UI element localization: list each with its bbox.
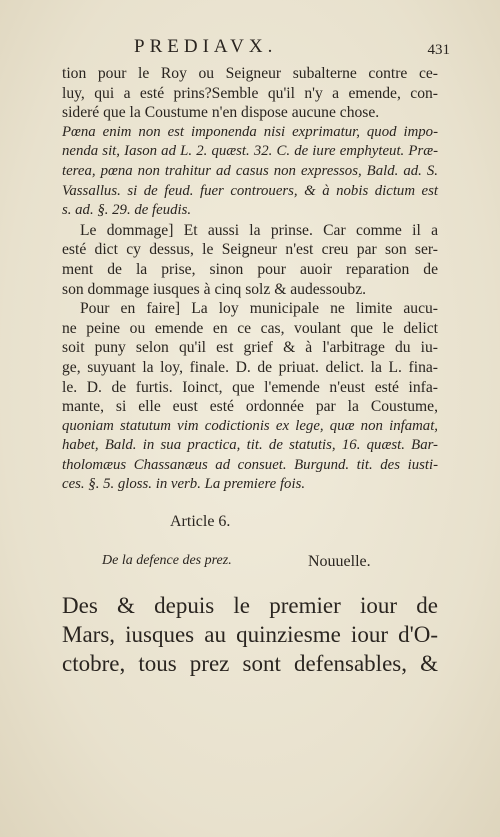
text-line: tholomæus Chassanæus ad consuet. Burgund. tit. des iusti-: [62, 456, 438, 473]
text-line: luy, qui a esté prins?Semble qu'il n'y a emende, con-: [62, 84, 438, 102]
page-number: 431: [427, 42, 450, 58]
text-line: habet, Bald. in sua practica, tit. de statutis, 16. quæst. Bar-: [62, 437, 438, 454]
text-line: ces. §. 5. gloss. in verb. La premiere fois.: [62, 476, 306, 493]
article-description: De la defence des prez.: [102, 553, 232, 569]
text-line: son dommage iusques à cinq solz & audessoubz.: [62, 280, 367, 298]
text-line: Pœna enim non est imponenda nisi exprimatur, quod impo-: [62, 123, 438, 140]
article-text: [62, 591, 438, 678]
article-text-line: Des & depuis le premier iour de: [62, 593, 438, 619]
text-line: sideré que la Coustume n'en dispose aucune chose.: [62, 104, 380, 122]
article-status: Nouuelle.: [308, 553, 371, 571]
text-line: mante, si elle eust esté ordonnée par la Coustume,: [62, 398, 438, 416]
text-line: tion pour le Roy ou Seigneur subalterne contre ce-: [62, 65, 438, 82]
text-line: s. ad. §. 29. de feudis.: [62, 202, 192, 219]
article-heading: [62, 495, 438, 591]
running-head: [62, 26, 450, 60]
article-text-line: ctobre, tous prez sont defensables, &: [62, 651, 438, 677]
text-line: ment de la prise, sinon pour auoir reparation de: [62, 260, 438, 278]
text-line: Vassallus. si de feud. fuer controuers, & à nobis dictum est: [62, 182, 438, 199]
text-line: le. D. de furtis. Ioinct, que l'emende n'eust esté infa-: [62, 378, 438, 396]
text-line: nenda sit, Iason ad L. 2. quæst. 32. C. de iure emphyteut. Præ-: [62, 143, 438, 160]
running-title: PREDIAVX.: [134, 36, 278, 57]
text-line: ge, suyuant la loy, finale. D. de priuat. delict. la L. fina-: [62, 358, 438, 376]
text-line: Pour en faire] La loy municipale ne limite aucu-: [80, 300, 438, 318]
text-line: ne peine ou emende en ce cas, voulant que le delict: [62, 319, 438, 337]
text-line: Le dommage] Et aussi la prinse. Car comme il a: [80, 221, 438, 239]
text-line: terea, pœna non trahitur ad casus non expressos, Bald. ad. S.: [62, 162, 438, 179]
commentary-text: [62, 64, 438, 495]
text-line: quoniam statutum vim codictionis ex lege, quæ non infamat,: [62, 417, 438, 434]
text-line: soit puny selon qu'il est grief & à l'arbitrage du iu-: [62, 339, 438, 357]
text-line: esté dict cy dessus, le Seigneur n'est creu par son ser-: [62, 241, 438, 259]
article-text-line: Mars, iusques au quinziesme iour d'O-: [62, 622, 438, 648]
article-title: Article 6.: [170, 513, 231, 531]
